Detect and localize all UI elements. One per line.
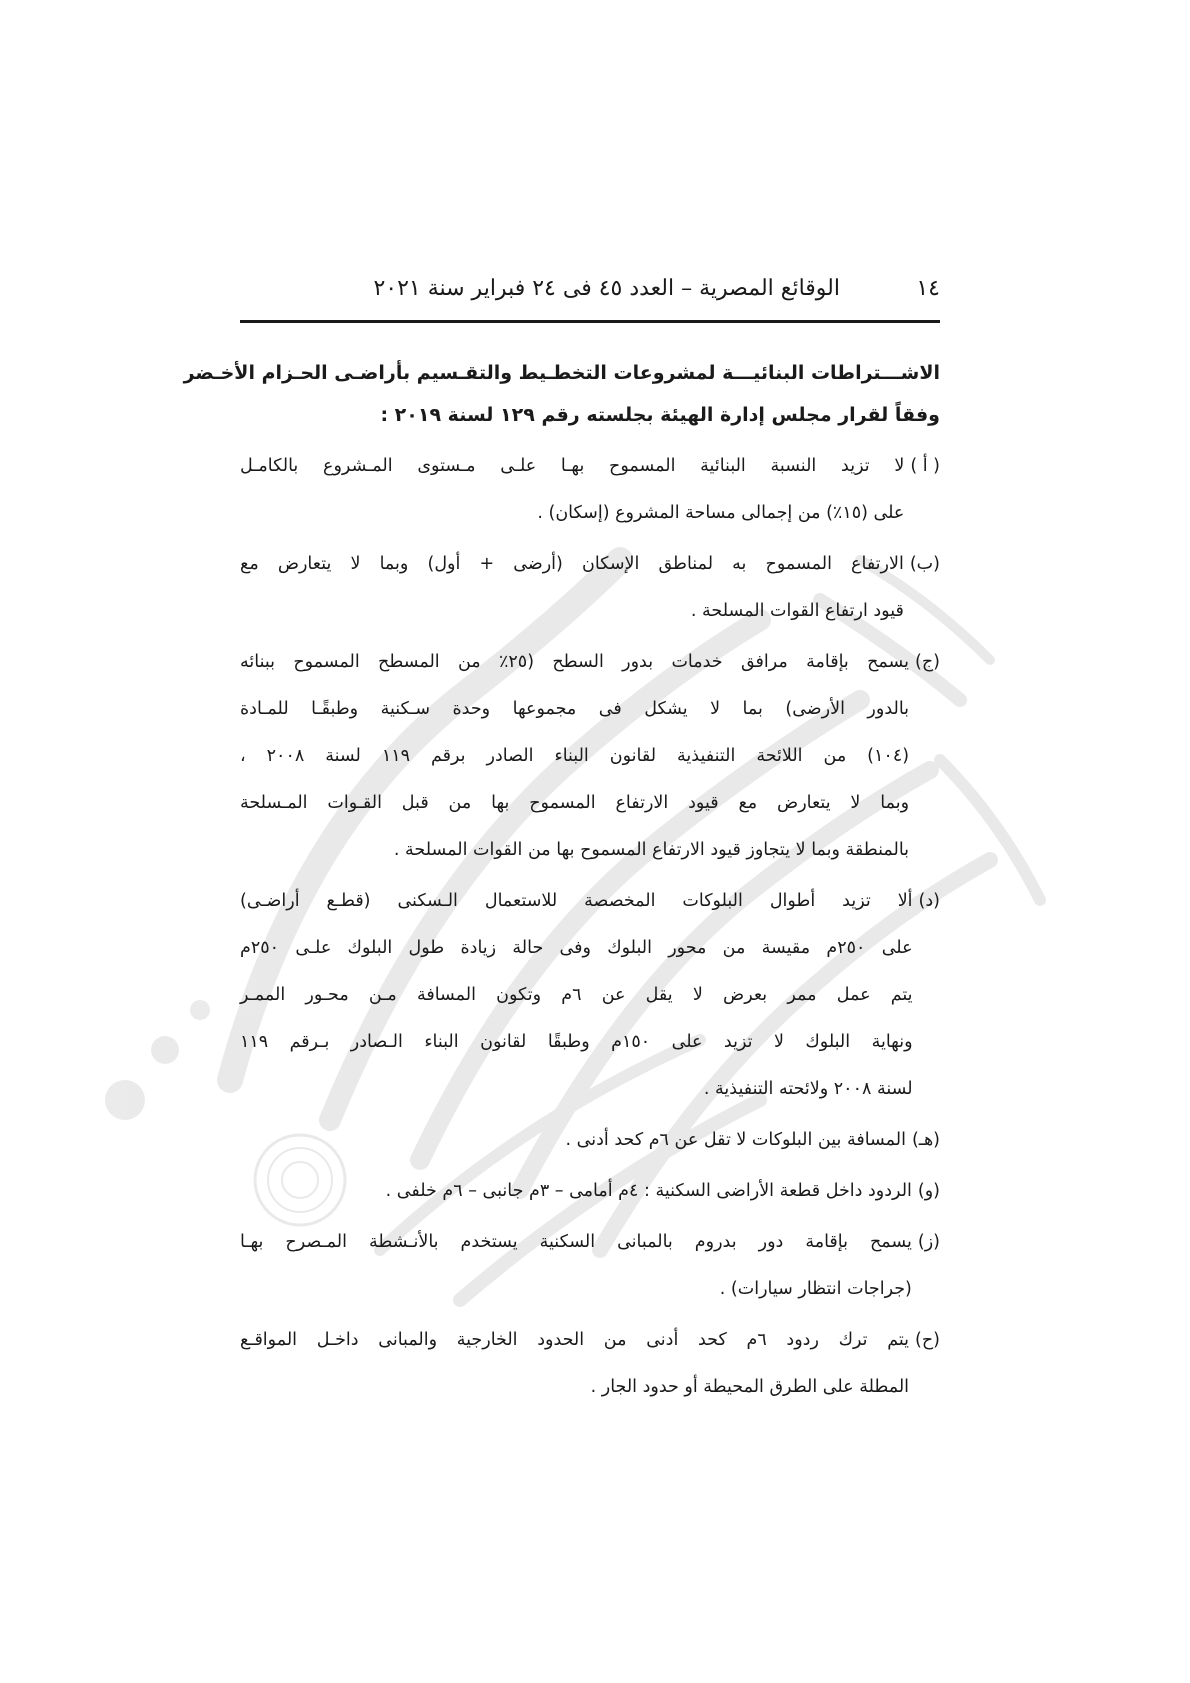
item-line: يتم ترك ردود ٦م كحد أدنى من الحدود الخارجية والمبانى داخـل المواقـع xyxy=(240,1330,910,1350)
item-marker: (ب) xyxy=(909,554,940,574)
item-line: ألا تزيد أطوال البلوكات المخصصة للاستعمال الـسكنى (قطـع أراضـى) xyxy=(240,891,913,911)
item-marker: (ج) xyxy=(915,652,940,672)
item-line: الارتفاع المسموح به لمناطق الإسكان (أرضى + أول) وبما لا يتعارض مع xyxy=(240,554,904,574)
item-line: الردود داخل قطعة الأراضى السكنية : ٤م أمامى – ٣م جانبى – ٦م خلفى . xyxy=(385,1181,912,1201)
list-item xyxy=(240,1117,940,1164)
item-line: (جراجات انتظار سيارات) . xyxy=(719,1279,912,1299)
item-line: بالمنطقة وبما لا يتجاوز قيود الارتفاع المسموح بها من القوات المسلحة . xyxy=(393,840,910,860)
item-marker: (ح) xyxy=(915,1330,940,1350)
list-item xyxy=(240,878,940,1113)
item-marker: (ز) xyxy=(917,1232,940,1252)
item-marker: (د) xyxy=(918,891,940,911)
item-line: يسمح بإقامة دور بدروم بالمبانى السكنية يستخدم بالأنـشطة المـصرح بهـا xyxy=(240,1232,912,1252)
page-number: ١٤ xyxy=(916,276,940,301)
item-line: يتم عمل ممر بعرض لا يقل عن ٦م وتكون المسافة مـن محـور الممـر xyxy=(240,985,913,1005)
conditions-list xyxy=(240,443,940,1415)
header-rule xyxy=(240,320,940,323)
item-line: على ٢٥٠م مقيسة من محور البلوك وفى حالة زيادة طول البلوك علـى ٢٥٠م xyxy=(240,938,913,958)
item-line: لسنة ٢٠٠٨ ولائحته التنفيذية . xyxy=(703,1079,913,1099)
item-line: ونهاية البلوك لا تزيد على ١٥٠م وطبقًا لقانون البناء الـصادر بـرقم ١١٩ xyxy=(240,1032,913,1052)
list-item xyxy=(240,1168,940,1215)
section-title xyxy=(183,352,940,436)
item-line: وبما لا يتعارض مع قيود الارتفاع المسموح بها من قبل القـوات المـسلحة xyxy=(240,793,910,813)
item-line: قيود ارتفاع القوات المسلحة . xyxy=(690,601,904,621)
list-item xyxy=(240,1219,940,1313)
item-line: على (١٥٪) من إجمالى مساحة المشروع (إسكان) . xyxy=(537,503,905,523)
item-marker: (هـ) xyxy=(911,1130,940,1150)
title-line: وفقاً لقرار مجلس إدارة الهيئة بجلسته رقم ١٢٩ لسنة ٢٠١٩ : xyxy=(380,404,940,426)
list-item xyxy=(240,639,940,874)
item-line: المطلة على الطرق المحيطة أو حدود الجار . xyxy=(590,1377,910,1397)
list-item xyxy=(240,1317,940,1411)
title-line: الاشـــتراطات البنائيـــة لمشروعات التخطـيط والتقـسيم بأراضـى الحـزام الأخـضر xyxy=(183,362,940,384)
page-header xyxy=(240,276,940,316)
item-line: (١٠٤) من اللائحة التنفيذية لقانون البناء الصادر برقم ١١٩ لسنة ٢٠٠٨ ، xyxy=(240,746,910,766)
item-line: يسمح بإقامة مرافق خدمات بدور السطح (٢٥٪ من المسطح المسموح ببنائه xyxy=(240,652,910,672)
list-item xyxy=(240,443,940,537)
item-line: بالدور الأرضى) بما لا يشكل فى مجموعها وحدة سـكنية وطبقًـا للمـادة xyxy=(240,699,910,719)
item-marker: (و) xyxy=(917,1181,940,1201)
item-line: المسافة بين البلوكات لا تقل عن ٦م كحد أدنى . xyxy=(565,1130,906,1150)
list-item xyxy=(240,541,940,635)
running-title: الوقائع المصرية – العدد ٤٥ فى ٢٤ فبراير سنة ٢٠٢١ xyxy=(373,276,840,301)
item-marker: ( أ ) xyxy=(910,456,940,476)
item-line: لا تزيد النسبة البنائية المسموح بهـا علـى مـستوى المـشروع بالكامـل xyxy=(240,456,905,476)
